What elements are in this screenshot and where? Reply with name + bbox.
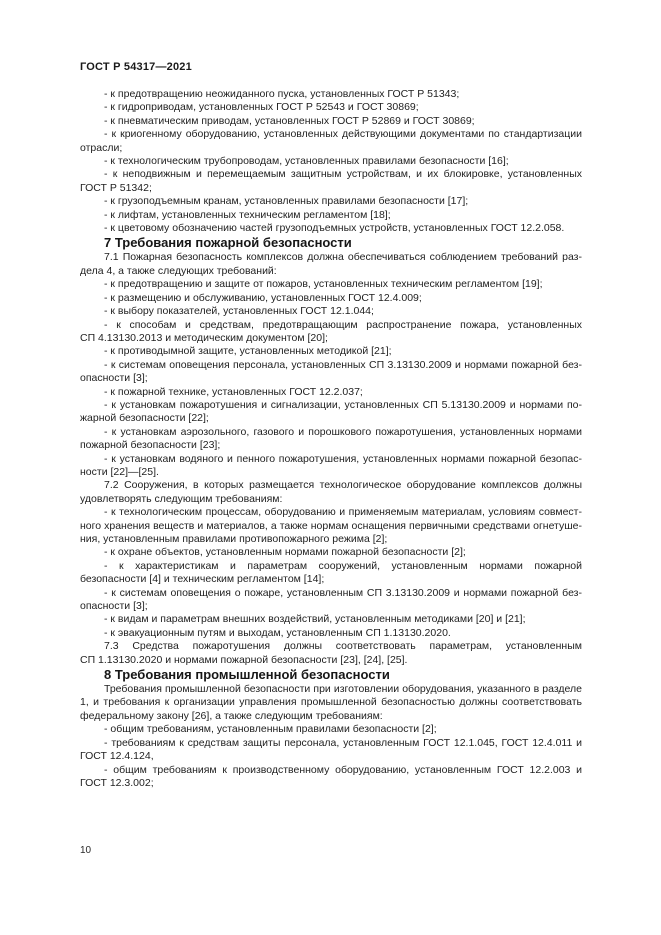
section-heading: 8 Требования промышленной безопасности bbox=[104, 667, 390, 683]
list-item: - к технологическим процессам, оборудованию и применяемым материалам, условиям совместного хранения веществ и материалов, а также нормам оснащения первичными средствами огнетушения, установленным правилами противопожарного режима [2]; bbox=[80, 506, 582, 545]
page-number: 10 bbox=[80, 845, 92, 856]
paragraph: 7.1 Пожарная безопасность комплексов должна обеспечиваться соблюдением требований раздела 4, а также следующих требований: bbox=[80, 251, 582, 277]
list-item: - требованиям к средствам защиты персонала, установленным ГОСТ 12.1.045, ГОСТ 12.4.011 и ГОСТ 12.4.124, bbox=[80, 736, 582, 763]
list-item: - к выбору показателей, установленных ГОСТ 12.1.044; bbox=[104, 305, 374, 318]
paragraph: Требования промышленной безопасности при изготовлении оборудования, указанного в разделе 1, и требования к организации управления промышленной безопасностью должны соответствовать федеральному закону [26], а также следующим требованиям: bbox=[80, 683, 582, 722]
list-item: - к установкам пожаротушения и сигнализации, установленных СП 5.13130.2009 и нормами пожарной безопасности [22]; bbox=[80, 398, 582, 425]
list-item: - общим требованиям к производственному оборудованию, установленным ГОСТ 12.2.003 и ГОСТ 12.3.002; bbox=[80, 763, 582, 789]
list-item: - к способам и средствам, предотвращающим распространение пожара, установленных СП 4.13130.2013 и методическим документом [20]; bbox=[80, 318, 582, 344]
document-header: ГОСТ Р 54317—2021 bbox=[80, 61, 192, 73]
section-heading: 7 Требования пожарной безопасности bbox=[104, 235, 352, 251]
list-item: - к охране объектов, установленным нормами пожарной безопасности [2]; bbox=[104, 546, 466, 559]
list-item: - к технологическим трубопроводам, установленных правилами безопасности [16]; bbox=[104, 155, 509, 168]
list-item: - к характеристикам и параметрам сооружений, установленным нормами пожарной безопасности [4] и техническим регламентом [14]; bbox=[80, 559, 582, 586]
document-content bbox=[80, 88, 582, 790]
list-item: - к гидроприводам, установленных ГОСТ Р 52543 и ГОСТ 30869; bbox=[104, 101, 419, 114]
list-item: - к видам и параметрам внешних воздействий, установленным методиками [20] и [21]; bbox=[104, 613, 526, 626]
list-item: - к системам оповещения персонала, установленных СП 3.13130.2009 и нормами пожарной безопасности [3]; bbox=[80, 358, 582, 385]
list-item: - к размещению и обслуживанию, установленных ГОСТ 12.4.009; bbox=[104, 291, 422, 304]
list-item: - к установкам аэрозольного, газового и порошкового пожаротушения, установленных нормами пожарной безопасности [23]; bbox=[80, 425, 582, 452]
list-item: - к установкам водяного и пенного пожаротушения, установленных нормами пожарной безопасности [22]—[25]. bbox=[80, 452, 582, 478]
list-item: - общим требованиям, установленным правилами безопасности [2]; bbox=[104, 723, 437, 736]
list-item: - к предотвращению неожиданного пуска, установленных ГОСТ Р 51343; bbox=[104, 88, 460, 100]
list-item: - к неподвижным и перемещаемым защитным устройствам, и их блокировке, установленных ГОСТ Р 51342; bbox=[80, 168, 582, 194]
list-item: - к грузоподъемным кранам, установленных правилами безопасности [17]; bbox=[104, 195, 469, 208]
list-item: - к цветовому обозначению частей грузоподъемных устройств, установленных ГОСТ 12.2.058. bbox=[104, 222, 565, 235]
list-item: - к криогенному оборудованию, установленных действующими документами по стандартизации отрасли; bbox=[80, 128, 582, 154]
paragraph: 7.2 Сооружения, в которых размещается технологическое оборудование комплексов должны удовлетворять следующим требованиям: bbox=[80, 479, 582, 505]
list-item: - к эвакуационным путям и выходам, установленным СП 1.13130.2020. bbox=[104, 626, 451, 639]
list-item: - к противодымной защите, установленных методикой [21]; bbox=[104, 345, 392, 358]
list-item: - к пневматическим приводам, установленных ГОСТ Р 52869 и ГОСТ 30869; bbox=[104, 114, 475, 127]
list-item: - к пожарной технике, установленных ГОСТ 12.2.037; bbox=[104, 385, 363, 398]
list-item: - к лифтам, установленных техническим регламентом [18]; bbox=[104, 208, 391, 221]
list-item: - к предотвращению и защите от пожаров, установленных техническим регламентом [19]; bbox=[104, 278, 543, 291]
list-item: - к системам оповещения о пожаре, установленным СП 3.13130.2009 и нормами пожарной безопасности [3]; bbox=[80, 586, 582, 613]
paragraph: 7.3 Средства пожаротушения должны соответствовать параметрам, установленным СП 1.13130.2020 и нормами пожарной безопасности [23], [24], [25]. bbox=[80, 640, 582, 666]
